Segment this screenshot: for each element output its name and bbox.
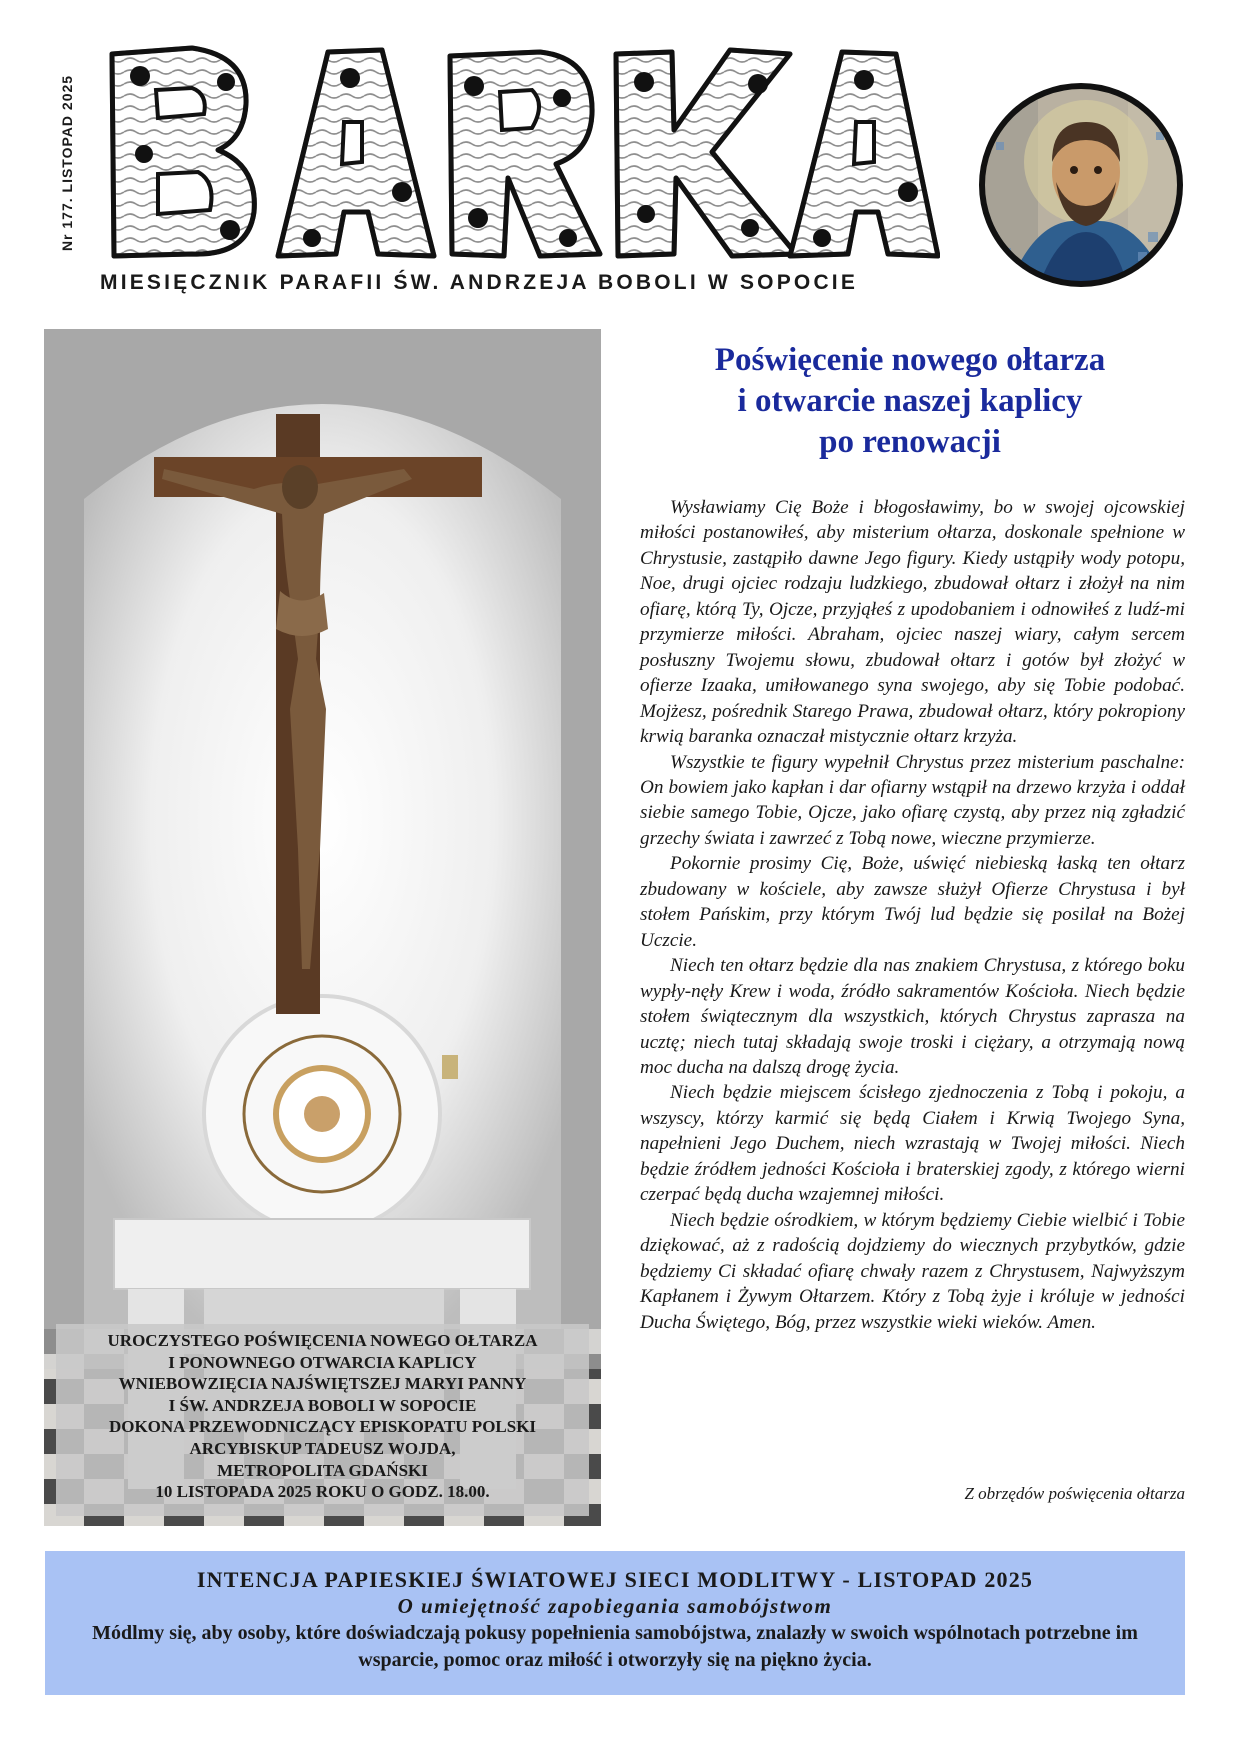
intention-title: INTENCJA PAPIESKIEJ ŚWIATOWEJ SIECI MODLITWY - LISTOPAD 2025 bbox=[196, 1567, 1034, 1592]
article-paragraph: Niech ten ołtarz będzie dla nas znakiem Chrystusa, z którego boku wypły-nęły Krew i woda, źródło sakramentów Kościoła. Niech będzie stołem świątecznym dla wszystkich, których Chrystus zaprasza na ucztę; niech tutaj składają swoje troski i ciężary, a otrzymają nową moc ducha na dalszą drogę życia. bbox=[640, 955, 1185, 1078]
article-body bbox=[640, 495, 1185, 1335]
caption-line: ARCYBISKUP TADEUSZ WOJDA, bbox=[189, 1438, 456, 1458]
caption-line: WNIEBOWZIĘCIA NAJŚWIĘTSZEJ MARYI PANNY bbox=[118, 1374, 527, 1394]
article-title-line: po renowacji bbox=[819, 424, 1001, 460]
prayer-intention-box bbox=[45, 1551, 1185, 1695]
article-source: Z obrzędów poświęcenia ołtarza bbox=[964, 1484, 1185, 1503]
caption-line: I ŚW. ANDRZEJA BOBOLI W SOPOCIE bbox=[168, 1395, 477, 1415]
intention-text: Módlmy się, aby osoby, które doświadczają pokusy popełnienia samobójstwa, znalazły w swoich wspólnotach potrzebne im wsparcie, pomoc oraz miłość i otworzyły się na piękno życia. bbox=[92, 1622, 1138, 1671]
barka-logo bbox=[100, 42, 940, 267]
event-caption bbox=[56, 1324, 589, 1516]
article-paragraph: Niech będzie miejscem ścisłego zjednoczenia z Tobą i pokoju, a wszyscy, którzy karmić się będą Ciałem i Krwią Twojego Syna, napełnieni Jego Duchem, niech wzrastają w Twojej miłości. Niech będzie źródłem jedności Kościoła i braterskiej zgody, z którego wierni czerpać będą ducha wzajemnej miłości. bbox=[640, 1082, 1185, 1206]
issue-number-text: Nr 177. LISTOPAD 2025 bbox=[59, 74, 75, 252]
caption-line: UROCZYSTEGO POŚWIĘCENIA NOWEGO OŁTARZA bbox=[107, 1331, 538, 1350]
article-paragraph: Niech będzie ośrodkiem, w którym będziemy Ciebie wielbić i Tobie dziękować, aż z radością dojdziemy do wiecznych przybytków, gdzie będziemy Ci składać ofiarę chwały razem z Chrystusem, Najwyższym Kapłanem i Żywym Ołtarzem. Który z Tobą żyje i króluje w jedności Ducha Świętego, Bóg, przez wszystkie wieki wieków. Amen. bbox=[640, 1209, 1185, 1333]
caption-line: DOKONA PRZEWODNICZĄCY EPISKOPATU POLSKI bbox=[108, 1417, 537, 1437]
caption-line: I PONOWNEGO OTWARCIA KAPLICY bbox=[168, 1352, 477, 1372]
article-title bbox=[620, 340, 1200, 463]
article-title-line: Poświęcenie nowego ołtarza bbox=[714, 342, 1106, 378]
article-paragraph: Wysławiamy Cię Boże i błogosławimy, bo w swojej ojcowskiej miłości postanowiłeś, aby misterium ołtarza, doskonale spełnione w Chrystusie, zastąpiło dawne Jego figury. Kiedy ustąpiły wody potopu, Noe, drugi ojciec rodzaju ludzkiego, zbudował ołtarz i złożył na nim ofiarę, którą Ty, Ojcze, przyjąłeś z upodobaniem i odnowiłeś z ludź-mi przymierze miłości. Abraham, ojciec naszej wiary, całym sercem posłuszny Twojemu słowu, zbudował ołtarz i gotów był złożyć w ofierze Izaaka, umiłowanego syna swojego, aby się Tobie podobać. Mojżesz, pośrednik Starego Prawa, zbudował ołtarz, który pokropiony krwią baranka oznaczał mistycznie ołtarz krzyża. bbox=[640, 497, 1185, 748]
issue-number bbox=[52, 58, 82, 268]
article-paragraph: Pokornie prosimy Cię, Boże, uświęć niebieską łaską ten ołtarz zbudowany w kościele, aby zawsze służył Ofierze Chrystusa i był stołem Pańskim, przy którym Twój lud będzie się posilał na Bożej Uczcie. bbox=[640, 853, 1185, 951]
article-paragraph: Wszystkie te figury wypełnił Chrystus przez misterium paschalne: On bowiem jako kapłan i dar ofiarny wstąpił na drzewo krzyża i oddał siebie samego Tobie, Ojcze, jako ofiarę czystą, aby przez nią zgładzić grzechy świata i zawrzeć z Tobą nowe, wieczne przymierze. bbox=[640, 751, 1185, 849]
intention-subtitle: O umiejętność zapobiegania samobójstwom bbox=[397, 1594, 833, 1618]
caption-line: 10 LISTOPADA 2025 ROKU O GODZ. 18.00. bbox=[155, 1482, 490, 1502]
article-title-line: i otwarcie naszej kaplicy bbox=[737, 383, 1083, 419]
caption-line: METROPOLITA GDAŃSKI bbox=[217, 1460, 428, 1480]
masthead-subtitle: MIESIĘCZNIK PARAFII ŚW. ANDRZEJA BOBOLI W SOPOCIE bbox=[100, 271, 859, 294]
saint-mosaic-icon bbox=[978, 82, 1184, 288]
